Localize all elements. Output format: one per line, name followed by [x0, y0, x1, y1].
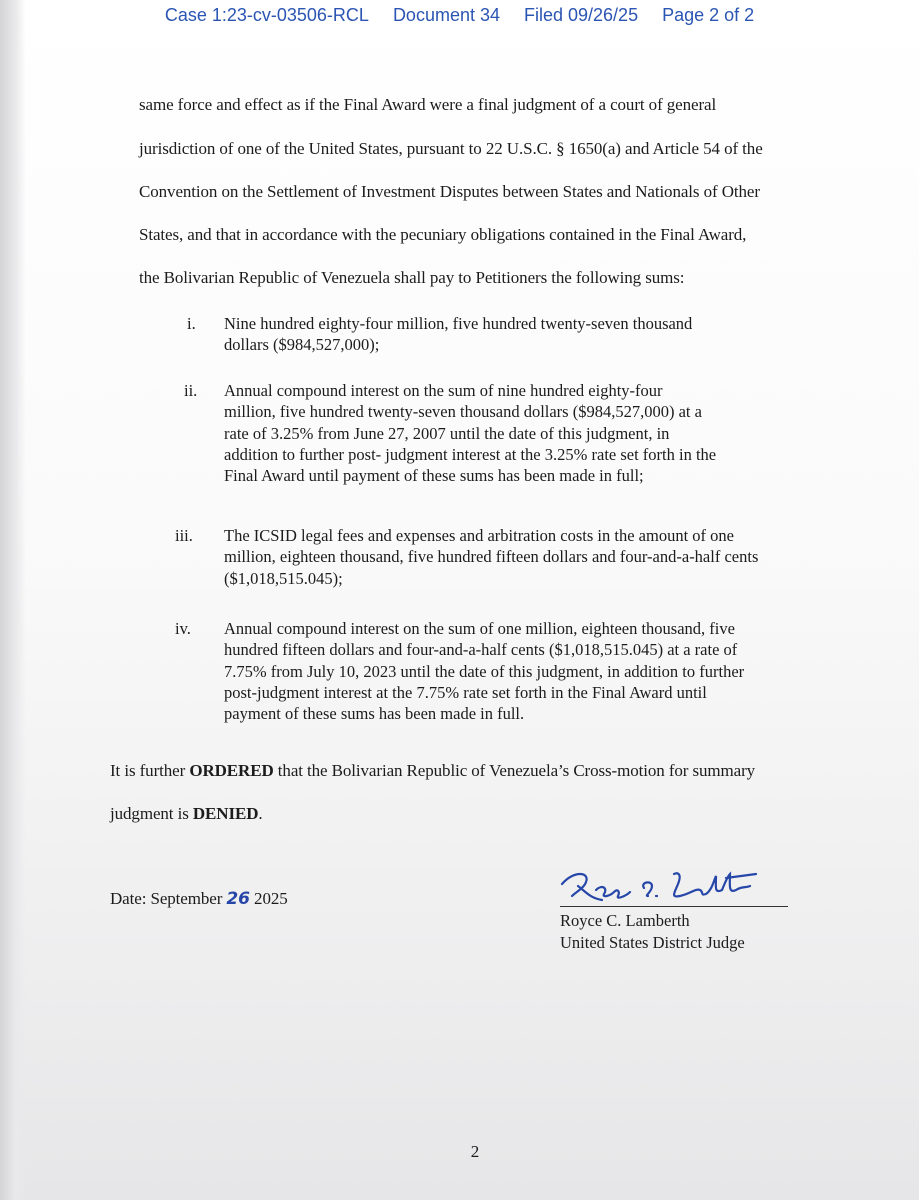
list-numeral: ii. [184, 381, 198, 400]
body-line: Convention on the Settlement of Investment Disputes between States and Nationals of Other [139, 182, 760, 201]
list-item [224, 618, 744, 724]
page-number: 2 [470, 1142, 480, 1161]
ordered-emphasis: ORDERED [189, 761, 274, 780]
case-number: Case 1:23-cv-03506-RCL [164, 5, 369, 25]
list-item-line: payment of these sums has been made in full. [224, 704, 525, 724]
list-item-line: ($1,018,515.045); [224, 568, 343, 588]
judge-name: Royce C. Lamberth [560, 911, 690, 930]
document-number: Document 34 [392, 5, 500, 25]
list-item-line: Annual compound interest on the sum of nine hundred eighty-four [224, 381, 663, 400]
date-line: Date: September 26 2025 [110, 889, 288, 909]
signature-scribble [556, 866, 766, 908]
list-item-line: Annual compound interest on the sum of one million, eighteen thousand, five [224, 619, 735, 638]
list-item-line: hundred fifteen dollars and four-and-a-half cents ($1,018,515.045) at a rate of [224, 640, 738, 660]
signature-line [560, 906, 788, 907]
list-item-line: Nine hundred eighty-four million, five hundred twenty-seven thousand [224, 314, 693, 333]
list-item-line: Final Award until payment of these sums has been made in full; [224, 466, 644, 486]
list-item-line: dollars ($984,527,000); [224, 335, 380, 355]
handwritten-signature [556, 866, 766, 908]
handwritten-day: 26 [226, 889, 250, 909]
list-numeral: iii. [175, 526, 193, 545]
list-item-line: million, eighteen thousand, five hundred fifteen dollars and four-and-a-half cents [224, 547, 759, 567]
body-line: States, and that in accordance with the pecuniary obligations contained in the Final Award, [139, 225, 747, 244]
list-numeral: iv. [175, 619, 191, 638]
page-indicator: Page 2 of 2 [662, 5, 755, 25]
list-item [224, 525, 758, 589]
denied-emphasis: DENIED [192, 804, 259, 823]
list-item-line: 7.75% from July 10, 2023 until the date of this judgment, in addition to further [224, 661, 745, 681]
ecf-header [0, 5, 919, 26]
list-item-line: addition to further post- judgment interest at the 3.25% rate set forth in the [224, 444, 717, 464]
list-item-line: The ICSID legal fees and expenses and arbitration costs in the amount of one [224, 526, 734, 545]
list-item [224, 380, 716, 486]
body-line: same force and effect as if the Final Award were a final judgment of a court of general [139, 95, 717, 114]
list-item-line: post-judgment interest at the 7.75% rate set forth in the Final Award until [224, 682, 707, 702]
list-item-line: rate of 3.25% from June 27, 2007 until the date of this judgment, in [224, 423, 670, 443]
list-numeral: i. [187, 314, 196, 333]
list-item-line: million, five hundred twenty-seven thousand dollars ($984,527,000) at a [224, 402, 702, 422]
body-line: the Bolivarian Republic of Venezuela shall pay to Petitioners the following sums: [139, 268, 685, 287]
order-line: judgment is DENIED. [110, 804, 263, 823]
order-line: It is further ORDERED that the Bolivarian Republic of Venezuela’s Cross-motion for summary [110, 761, 756, 780]
judge-title: United States District Judge [560, 933, 745, 952]
body-line: jurisdiction of one of the United States, pursuant to 22 U.S.C. § 1650(a) and Article 54 of the [139, 139, 763, 158]
list-item [224, 313, 692, 356]
filed-date: Filed 09/26/25 [524, 5, 639, 25]
scan-edge-shadow [0, 0, 26, 1200]
